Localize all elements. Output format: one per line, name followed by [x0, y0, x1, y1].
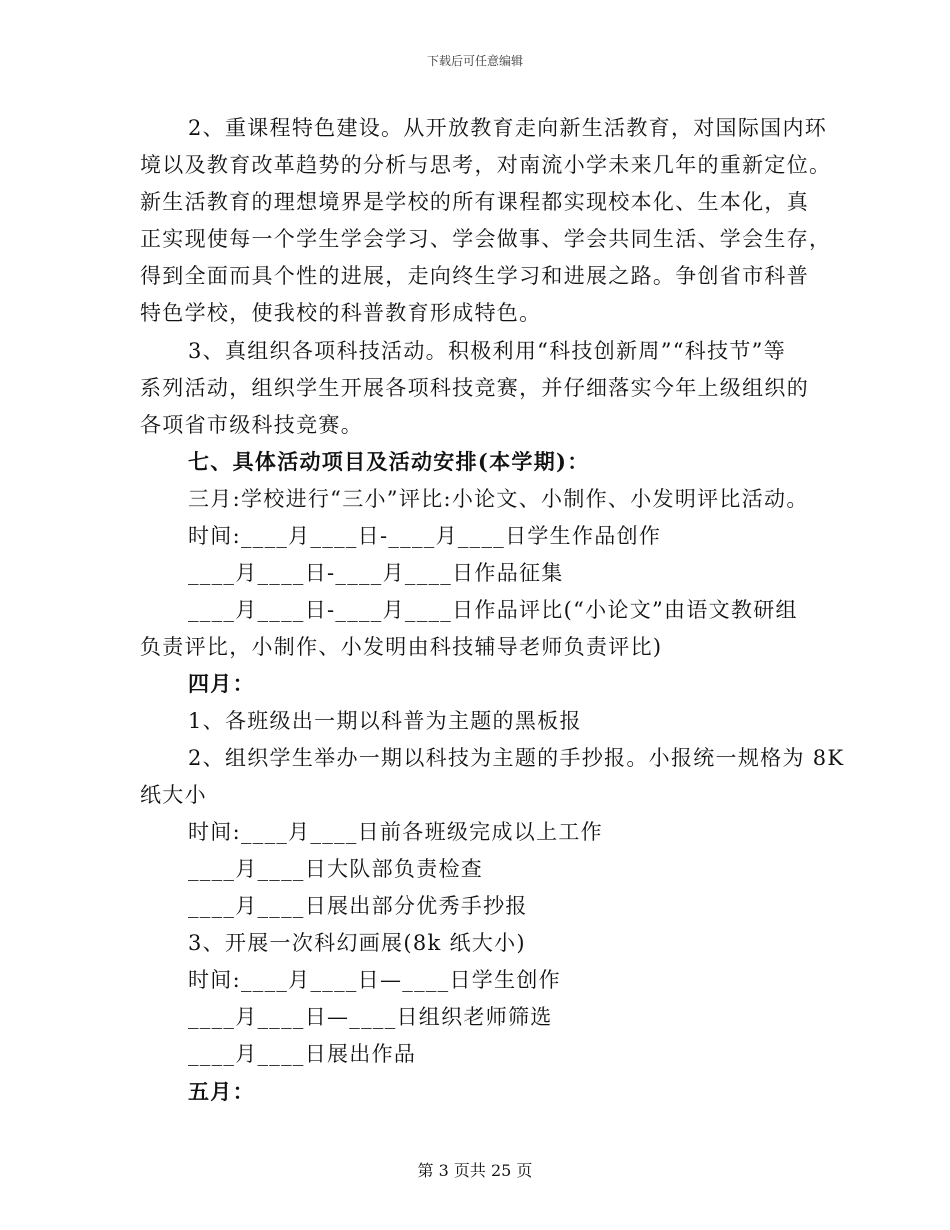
schedule-line: 时间:____月____日—____日学生创作: [188, 968, 561, 992]
schedule-line: ____月____日-____月____日作品评比(“小论文”由语文教研组: [188, 598, 798, 622]
paragraph-line: 三月:学校进行“三小”评比:小论文、小制作、小发明评比活动。: [188, 487, 809, 511]
paragraph-line: 得到全面而具个性的进展，走向终生学习和进展之路。争创省市科普: [140, 264, 809, 288]
paragraph-line: 特色学校，使我校的科普教育形成特色。: [140, 301, 542, 325]
schedule-line: ____月____日展出作品: [188, 1042, 417, 1066]
schedule-line: ____月____日大队部负责检查: [188, 857, 484, 881]
paragraph-line: 纸大小: [140, 783, 207, 807]
section-heading: 七、具体活动项目及活动安排(本学期)：: [188, 449, 590, 474]
page-footer: 第 3 页共 25 页: [417, 1161, 533, 1180]
page-header: 下载后可任意编辑: [426, 54, 523, 68]
schedule-line: ____月____日—____日组织老师筛选: [188, 1005, 553, 1029]
paragraph-line: 3、开展一次科幻画展(8k 纸大小): [188, 931, 526, 955]
schedule-line: ____月____日-____月____日作品征集: [188, 561, 564, 585]
month-heading: 四月：: [188, 671, 255, 696]
paragraph-line: 境以及教育改革趋势的分析与思考，对南流小学未来几年的重新定位。: [140, 153, 832, 177]
paragraph-line: 2、重课程特色建设。从开放教育走向新生活教育，对国际国内环: [188, 116, 828, 140]
paragraph-line: 新生活教育的理想境界是学校的所有课程都实现校本化、生本化，真: [140, 190, 809, 214]
schedule-line: 时间:____月____日前各班级完成以上工作: [188, 820, 603, 844]
month-heading: 五月：: [188, 1079, 255, 1104]
paragraph-line: 负责评比，小制作、小发明由科技辅导老师负责评比): [140, 635, 663, 659]
paragraph-line: 正实现使每一个学生学会学习、学会做事、学会共同生活、学会生存，: [140, 227, 832, 251]
paragraph-line: 3、真组织各项科技活动。积极利用“科技创新周”“科技节”等: [188, 339, 787, 363]
paragraph-line: 系列活动，组织学生开展各项科技竞赛，并仔细落实今年上级组织的: [140, 376, 809, 400]
paragraph-line: 各项省市级科技竞赛。: [140, 413, 363, 437]
paragraph-line: 2、组织学生举办一期以科技为主题的手抄报。小报统一规格为 8K: [188, 746, 845, 770]
paragraph-line: 1、各班级出一期以科普为主题的黑板报: [188, 709, 582, 733]
schedule-line: 时间:____月____日-____月____日学生作品创作: [188, 524, 662, 548]
schedule-line: ____月____日展出部分优秀手抄报: [188, 894, 528, 918]
